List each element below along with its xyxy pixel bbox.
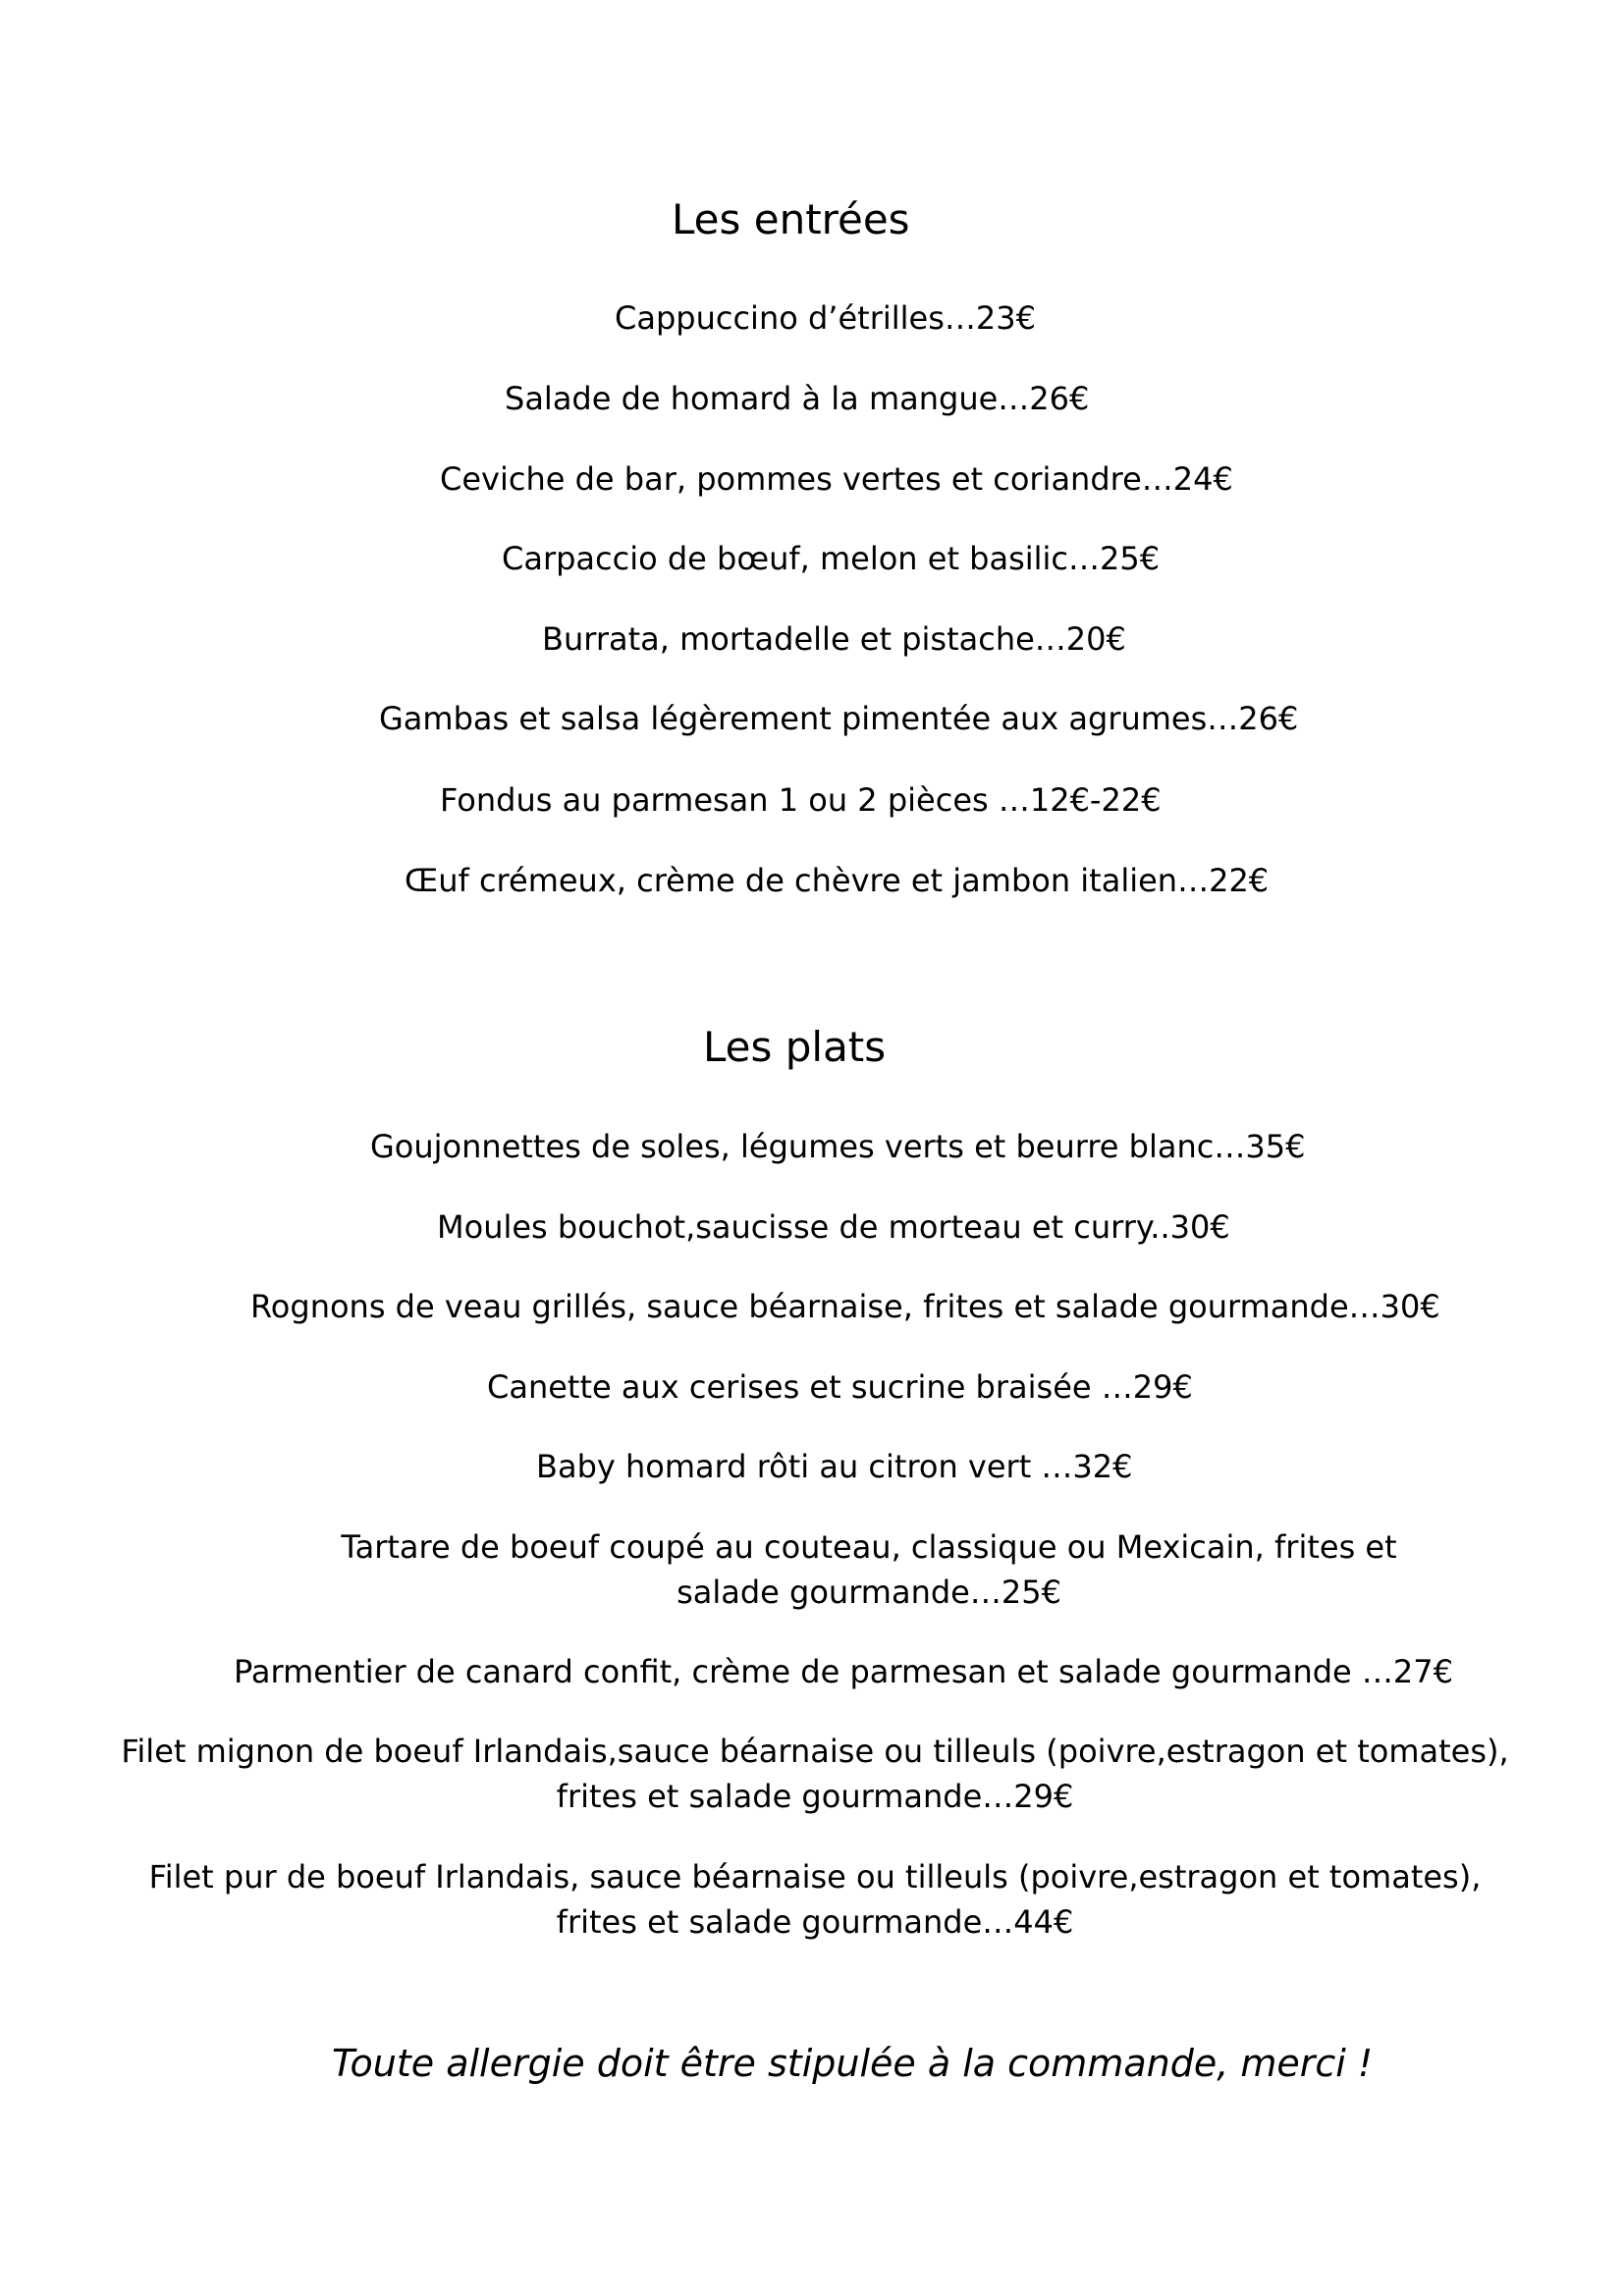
section-title-entrees: Les entrées: [672, 195, 910, 243]
menu-item-entree: Burrata, mortadelle et pistache…20€: [542, 620, 1126, 658]
menu-item-entree: Salade de homard à la mangue…26€: [505, 380, 1090, 417]
allergy-note: Toute allergie doit être stipulée à la commande, merci !: [332, 2042, 1374, 2085]
menu-item-plat: Baby homard rôti au citron vert …32€: [536, 1448, 1133, 1485]
menu-item-plat: Moules bouchot,saucisse de morteau et curry..30€: [437, 1208, 1230, 1246]
menu-item-plat: Goujonnettes de soles, légumes verts et beurre blanc…35€: [370, 1128, 1306, 1165]
menu-item-plat: Canette aux cerises et sucrine braisée …29€: [487, 1368, 1193, 1406]
menu-item-entree: Cappuccino d’étrilles…23€: [615, 299, 1036, 337]
menu-item-entree: Œuf crémeux, crème de chèvre et jambon italien…22€: [405, 862, 1270, 899]
section-title-plats: Les plats: [703, 1023, 887, 1071]
menu-item-plat: Filet pur de boeuf Irlandais, sauce béarnaise ou tilleuls (poivre,estragon et tomates), frites et salade gourmande…44€: [148, 1858, 1482, 1941]
menu-item-entree: Carpaccio de bœuf, melon et basilic…25€: [502, 540, 1161, 577]
menu-item-plat: Parmentier de canard confit, crème de parmesan et salade gourmande …27€: [234, 1653, 1453, 1690]
menu-item-plat: Filet mignon de boeuf Irlandais,sauce béarnaise ou tilleuls (poivre,estragon et tomates), frites et salade gourmande…29€: [121, 1733, 1509, 1815]
menu-item-plat: Rognons de veau grillés, sauce béarnaise, frites et salade gourmande…30€: [250, 1288, 1440, 1325]
menu-item-plat: Tartare de boeuf coupé au couteau, classique ou Mexicain, frites et salade gourmande…25€: [341, 1528, 1397, 1611]
menu-item-entree: Gambas et salsa légèrement pimentée aux agrumes…26€: [379, 700, 1299, 737]
menu-item-entree: Fondus au parmesan 1 ou 2 pièces …12€-22€: [440, 781, 1162, 819]
menu-item-entree: Ceviche de bar, pommes vertes et coriandre…24€: [440, 460, 1233, 498]
